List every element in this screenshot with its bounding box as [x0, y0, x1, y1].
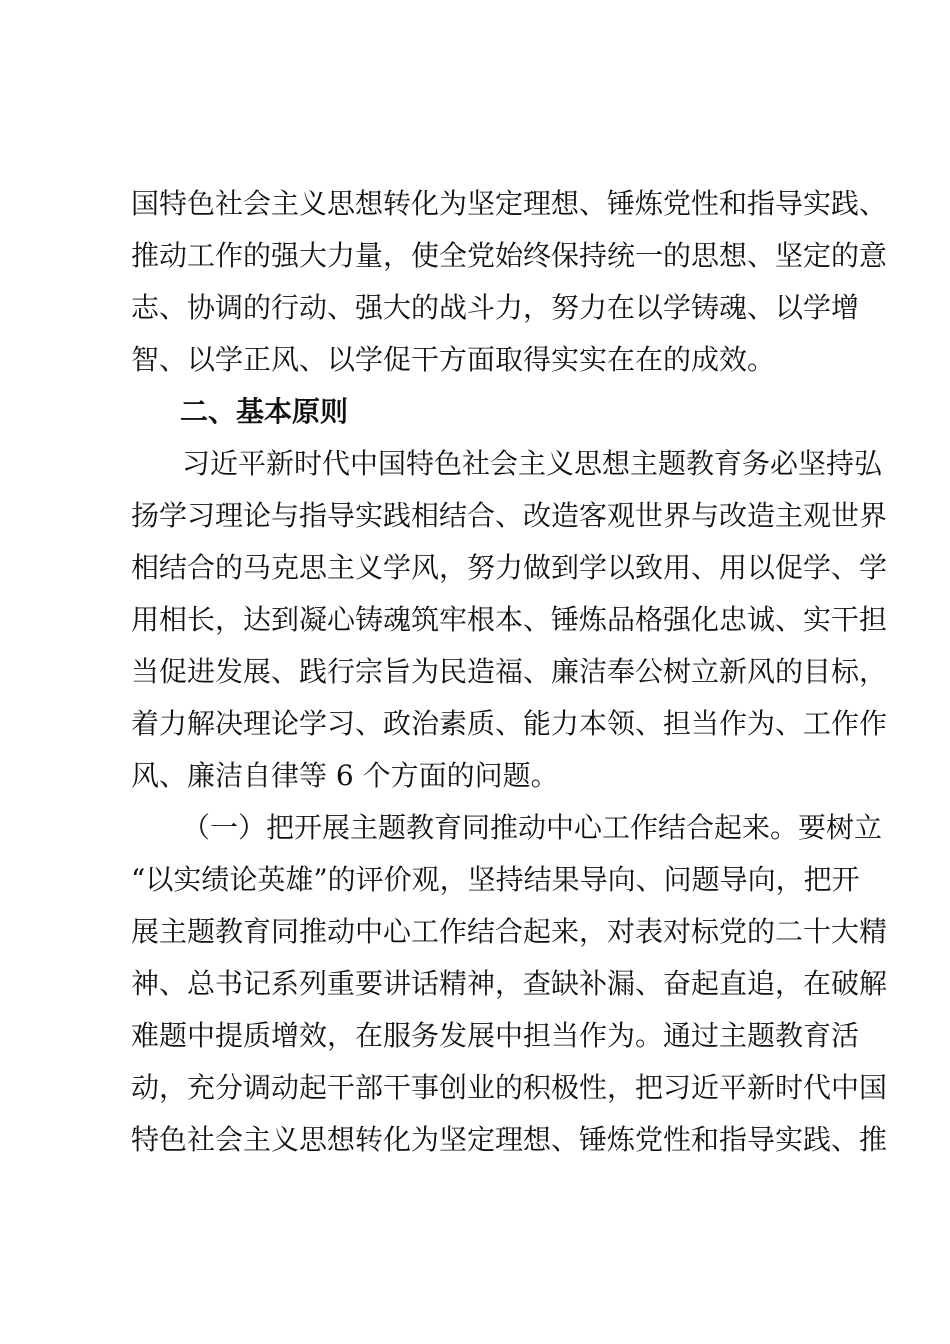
- paragraph-3-line-3: 展主题教育同推动中心工作结合起来，对表对标党的二十大精: [131, 915, 888, 948]
- paragraph-3-line-4: 神、总书记系列重要讲话精神，查缺补漏、奋起直追，在破解: [131, 967, 888, 1000]
- paragraph-3-line-1: （一）把开展主题教育同推动中心工作结合起来。要树立: [182, 811, 883, 844]
- paragraph-2-line-2: 扬学习理论与指导实践相结合、改造客观世界与改造主观世界: [131, 499, 888, 532]
- paragraph-2-line-5: 当促进发展、践行宗旨为民造福、廉洁奉公树立新风的目标，: [131, 655, 888, 688]
- paragraph-3-line-6: 动，充分调动起干部干事创业的积极性，把习近平新时代中国: [131, 1071, 888, 1104]
- paragraph-3-line-5: 难题中提质增效，在服务发展中担当作为。通过主题教育活: [131, 1019, 860, 1052]
- paragraph-1-line-1: 国特色社会主义思想转化为坚定理想、锤炼党性和指导实践、: [131, 187, 888, 220]
- paragraph-3-line-7: 特色社会主义思想转化为坚定理想、锤炼党性和指导实践、推: [131, 1123, 888, 1156]
- paragraph-1-line-3: 志、协调的行动、强大的战斗力，努力在以学铸魂、以学增: [131, 291, 860, 324]
- section-heading: 二、基本原则: [180, 395, 349, 428]
- paragraph-2-line-6: 着力解决理论学习、政治素质、能力本领、担当作为、工作作: [131, 707, 888, 740]
- paragraph-2-line-4: 用相长，达到凝心铸魂筑牢根本、锤炼品格强化忠诚、实干担: [131, 603, 888, 636]
- paragraph-2-line-3: 相结合的马克思主义学风，努力做到学以致用、用以促学、学: [131, 551, 888, 584]
- paragraph-1-line-4: 智、以学正风、以学促干方面取得实实在在的成效。: [131, 343, 776, 376]
- paragraph-1-line-2: 推动工作的强大力量，使全党始终保持统一的思想、坚定的意: [131, 239, 888, 272]
- paragraph-3-line-2: “以实绩论英雄”的评价观，坚持结果导向、问题导向，把开: [131, 863, 860, 896]
- paragraph-2-line-1: 习近平新时代中国特色社会主义思想主题教育务必坚持弘: [182, 447, 883, 480]
- paragraph-2-line-7: 风、廉洁自律等 6 个方面的问题。: [131, 759, 559, 792]
